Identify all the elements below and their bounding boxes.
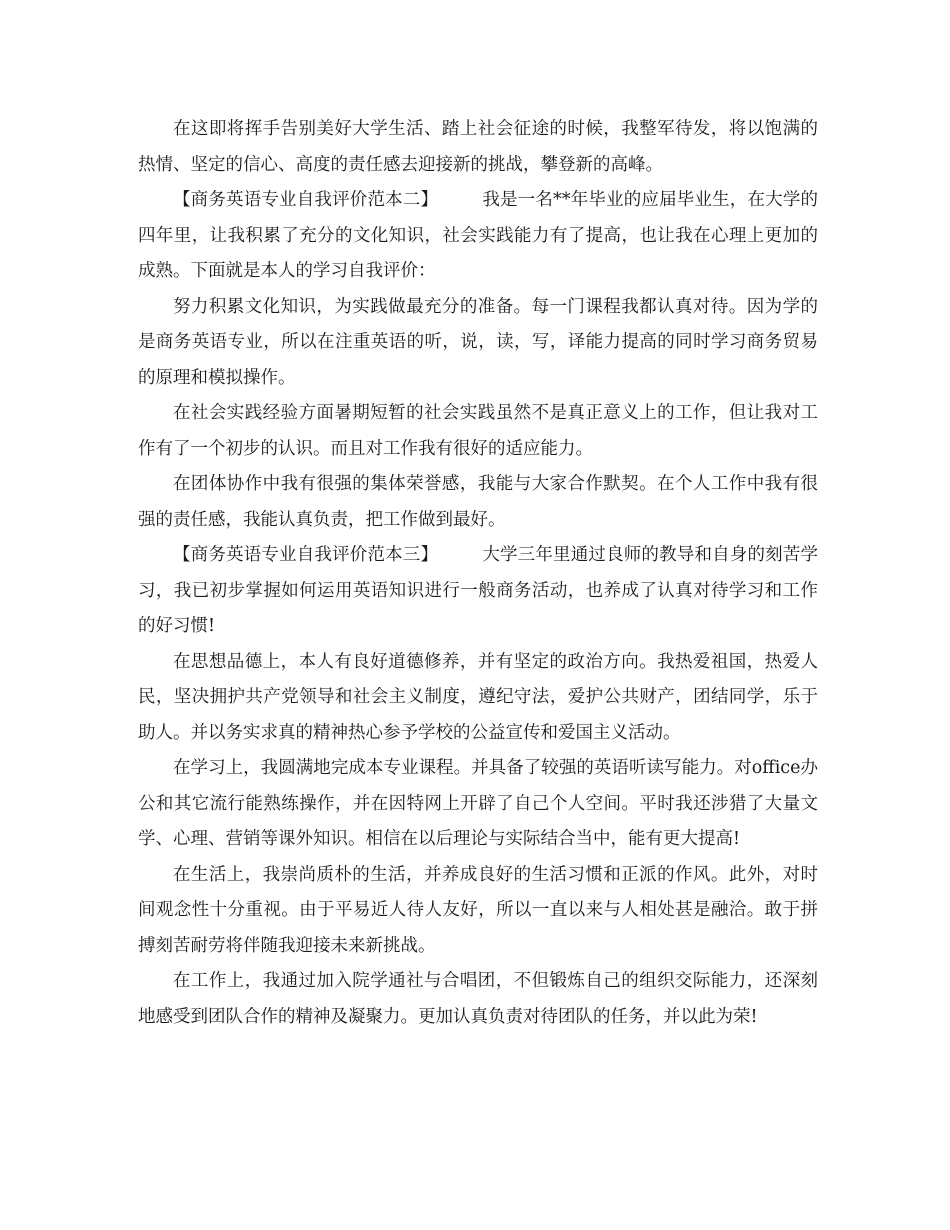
paragraph-6 bbox=[138, 538, 818, 645]
paragraph-8: 在学习上，我圆满地完成本专业课程。并具备了较强的英语听读写能力。对office办公和其它流行能熟练操作，并在因特网上开辟了自己个人空间。平时我还涉猎了大量文学、心理、营销等课外知识。相信在以后理论与实际结合当中，能有更大提高! bbox=[138, 758, 818, 849]
section-heading-2: 【商务英语专业自我评价范本二】 bbox=[173, 190, 439, 210]
paragraph-3: 努力积累文化知识，为实践做最充分的准备。每一门课程我都认真对待。因为学的是商务英语专业，所以在注重英语的听，说，读，写，译能力提高的同时学习商务贸易的原理和模拟操作。 bbox=[138, 296, 818, 388]
paragraph-4: 在社会实践经验方面暑期短暂的社会实践虽然不是真正意义上的工作，但让我对工作有了一个初步的认识。而且对工作我有很好的适应能力。 bbox=[138, 403, 818, 459]
paragraph-1: 在这即将挥手告别美好大学生活、踏上社会征途的时候，我整军待发，将以饱满的热情、坚定的信心、高度的责任感去迎接新的挑战，攀登新的高峰。 bbox=[138, 119, 818, 175]
paragraph-6-text: 大学三年里通过良师的教导和自身的刻苦学习，我已初步掌握如何运用英语知识进行一般商务活动，也养成了认真对待学习和工作的好习惯! bbox=[138, 545, 819, 636]
document-body bbox=[138, 112, 818, 1035]
paragraph-7: 在思想品德上，本人有良好道德修养，并有坚定的政治方向。我热爱祖国，热爱人民，坚决拥护共产党领导和社会主义制度，遵纪守法，爱护公共财产，团结同学，乐于助人。并以务实求真的精神热心参予学校的公益宣传和爱国主义活动。 bbox=[138, 651, 818, 743]
paragraph-2-text: 我是一名**年毕业的应届毕业生，在大学的四年里，让我积累了充分的文化知识，社会实践能力有了提高，也让我在心理上更加的成熟。下面就是本人的学习自我评价： bbox=[138, 190, 819, 281]
paragraph-9: 在生活上，我崇尚质朴的生活，并养成良好的生活习惯和正派的作风。此外，对时间观念性十分重视。由于平易近人待人友好，所以一直以来与人相处甚是融洽。敢于拼搏刻苦耐劳将伴随我迎接未来新挑战。 bbox=[138, 864, 818, 956]
paragraph-5: 在团体协作中我有很强的集体荣誉感，我能与大家合作默契。在个人工作中我有很强的责任感，我能认真负责，把工作做到最好。 bbox=[138, 474, 818, 530]
section-heading-3: 【商务英语专业自我评价范本三】 bbox=[173, 545, 439, 565]
paragraph-2 bbox=[138, 183, 818, 290]
paragraph-10: 在工作上，我通过加入院学通社与合唱团，不但锻炼自己的组织交际能力，还深刻地感受到团队合作的精神及凝聚力。更加认真负责对待团队的任务，并以此为荣! bbox=[138, 971, 818, 1027]
